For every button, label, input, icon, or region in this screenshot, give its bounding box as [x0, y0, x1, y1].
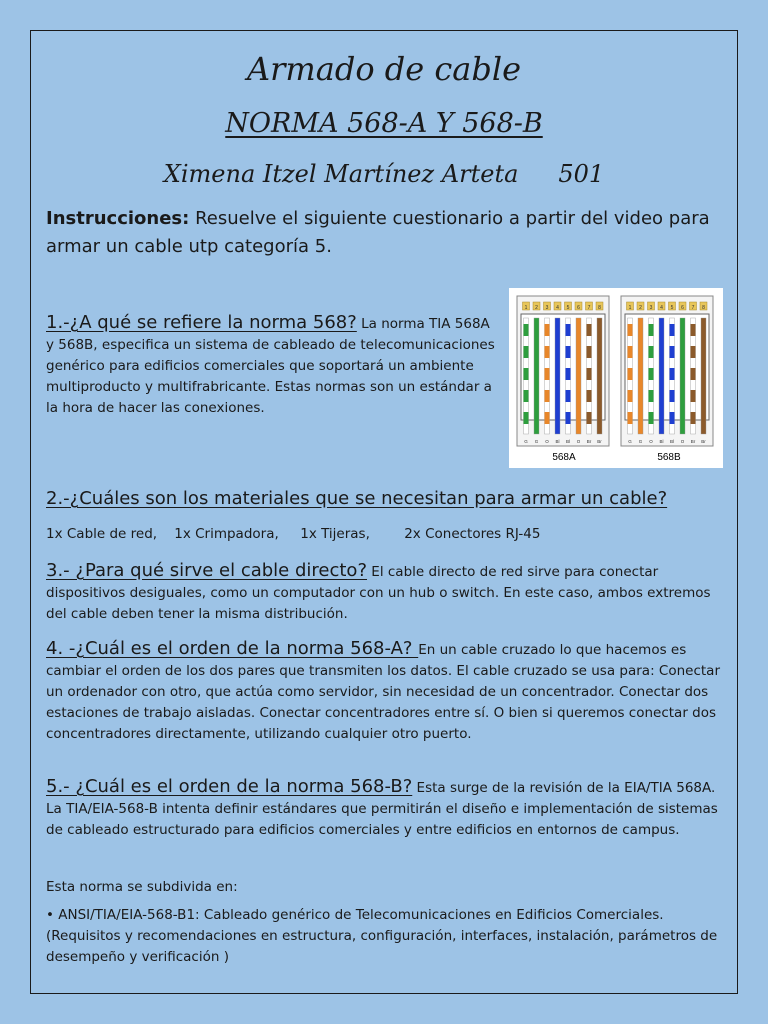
connector-568a-pin-number: 7	[587, 305, 591, 311]
connector-568b-wire-stripe	[649, 368, 654, 380]
connector-568b-pin-number: 8	[702, 305, 705, 311]
connector-568a-wire-stripe	[524, 390, 529, 402]
connector-568b-housing	[625, 314, 709, 420]
connector-568a-wire	[597, 318, 602, 434]
question-5-answer: Esta surge de la revisión de la EIA/TIA 568A. La TIA/EIA-568-B intenta definir estándares que permitirán el diseño e implementación de sistemas de cableado estructurado para edificios comerciales y entre edificios en entornos de campus.	[46, 780, 718, 838]
connector-568b-wire-stripe	[649, 390, 654, 402]
connector-568b-pin-number: 6	[681, 305, 684, 311]
connector-568b-wire-stripe	[691, 346, 696, 358]
question-5	[46, 776, 726, 841]
connector-568a-wire	[534, 318, 539, 434]
connector-568a-wire-label: G	[524, 439, 528, 444]
connector-568a-wire-stripe	[545, 346, 550, 358]
connector-568b-wire-label: Br	[690, 439, 696, 444]
connector-568a-wire-stripe	[524, 346, 529, 358]
question-2-title: 2.-¿Cuáles son los materiales que se necesitan para armar un cable?	[46, 488, 668, 509]
question-1-answer: La norma TIA 568A y 568B, especifica un sistema de cableado de telecomunicaciones genérico para edificios comerciales que soportará un ambiente multiproducto y multifrabricante. Estas normas son un estándar a la hora de hacer las conexiones.	[46, 316, 495, 416]
connector-568b-wire	[680, 318, 685, 434]
connector-568b-wire-stripe	[628, 324, 633, 336]
connector-568a-wire-stripe	[524, 368, 529, 380]
connector-568a-wire-stripe	[566, 390, 571, 402]
connector-568a-wire-label: G	[534, 439, 539, 444]
connector-568b-wire-label: G	[638, 439, 643, 444]
wiring-diagram-svg	[509, 288, 723, 468]
connector-568b-wire-stripe	[691, 324, 696, 336]
subdivision-intro: Esta norma se subdivida en:	[46, 879, 238, 895]
question-3-title: 3.- ¿Para qué sirve el cable directo?	[46, 560, 368, 581]
connector-568b-wire-stripe	[649, 324, 654, 336]
connector-568b-wire	[701, 318, 706, 434]
connector-568a-wire	[576, 318, 581, 434]
question-1-title: 1.-¿A qué se refiere la norma 568?	[46, 312, 357, 333]
connector-568a-wire-stripe	[545, 324, 550, 336]
connector-568a-wire-stripe	[587, 346, 592, 358]
connector-568b-wire-stripe	[649, 346, 654, 358]
instructions-label: Instrucciones:	[46, 208, 190, 229]
connector-568b-wire	[659, 318, 664, 434]
connector-568b-pin-number: 5	[670, 305, 674, 311]
connector-568a-pin-number: 4	[556, 305, 559, 311]
connector-568b-wire-label: G	[628, 439, 632, 444]
connector-568a	[517, 296, 609, 446]
connector-568b-wire-label: Br	[701, 439, 706, 444]
connector-568b-wire-stripe	[670, 324, 675, 336]
connector-568a-wire-label: Bl	[565, 439, 571, 444]
question-4-answer: En un cable cruzado lo que hacemos es cambiar el orden de los dos pares que transmiten los datos. El cable cruzado se usa para: Conectar un ordenador con otro, que actúa como servidor, sin necesidad de un concentrador. Conectar dos estaciones de trabajo aisladas. Conectar concentradores entre sí. O bien si queremos conectar dos concentradores directamente, utilizando cualquier otro puerto.	[46, 642, 720, 742]
document-subtitle: NORMA 568-A Y 568-B	[225, 108, 543, 139]
connector-568a-wire-stripe	[566, 368, 571, 380]
connector-568b-wire	[638, 318, 643, 434]
connector-568a-wire-stripe	[587, 324, 592, 336]
connector-568b-wire-stripe	[691, 368, 696, 380]
subdivision-item: • ANSI/TIA/EIA-568-B1: Cableado genérico de Telecomunicaciones en Edificios Comerciales. (Requisitos y recomendaciones en estructura, configuración, interfaces, instalación, parámetros de desempeño y verificación )	[46, 907, 718, 965]
connector-568a-wire-stripe	[587, 390, 592, 402]
question-3	[46, 560, 726, 625]
connector-568b-wire-stripe	[628, 390, 633, 402]
connector-568b-wire-stripe	[691, 390, 696, 402]
connector-568b-wire-label: O	[680, 439, 685, 444]
connector-568a-pin-number: 2	[535, 305, 538, 311]
connector-568a-wire-label: Br	[586, 439, 592, 444]
question-3-answer: El cable directo de red sirve para conectar dispositivos desiguales, como un computador con un hub o switch. En este caso, ambos extremos del cable deben tener la misma distribución.	[46, 564, 711, 622]
connector-568b-wire-stripe	[628, 346, 633, 358]
connector-568a-pin-number: 6	[577, 305, 580, 311]
connector-568b	[621, 296, 713, 446]
connector-568a-wire-stripe	[587, 368, 592, 380]
connector-568a-wire-stripe	[524, 412, 529, 424]
connector-568b-pin-number: 3	[649, 305, 653, 311]
connector-568a-housing	[521, 314, 605, 420]
question-1	[46, 312, 502, 419]
author-line	[0, 160, 768, 188]
connector-568a-wire-stripe	[566, 324, 571, 336]
connector-568b-pin-number: 7	[691, 305, 695, 311]
connector-568b-wire-label: Bl	[659, 439, 664, 444]
connector-568b-pin-number: 4	[660, 305, 663, 311]
connector-568b-wire-stripe	[670, 412, 675, 424]
connector-568b-wire-stripe	[670, 346, 675, 358]
connector-568a-wire-stripe	[545, 412, 550, 424]
connector-568b-wire-stripe	[628, 368, 633, 380]
author-name: Ximena Itzel Martínez Arteta	[163, 160, 519, 188]
connector-568b-wire-stripe	[670, 390, 675, 402]
connector-568b-wire-stripe	[628, 412, 633, 424]
connector-568a-pin-number: 5	[566, 305, 570, 311]
connector-568a-wire-stripe	[566, 346, 571, 358]
label-568b: 568B	[657, 452, 681, 463]
connector-568a-wire-stripe	[566, 412, 571, 424]
connector-568b-pin-number: 2	[639, 305, 642, 311]
connector-568a-wire-label: Bl	[555, 439, 560, 444]
materials-list: 1x Cable de red, 1x Crimpadora, 1x Tijeras, 2x Conectores RJ-45	[46, 526, 541, 542]
connector-568b-pin-number: 1	[628, 305, 632, 311]
connector-568a-wire-stripe	[524, 324, 529, 336]
connector-568a-pin-number: 8	[598, 305, 601, 311]
connector-568a-pin-number: 1	[524, 305, 528, 311]
connector-568a-wire-label: O	[545, 439, 549, 444]
instructions	[46, 205, 726, 261]
connector-568a-wire-stripe	[545, 368, 550, 380]
question-4	[46, 638, 726, 745]
connector-568b-wire-stripe	[670, 368, 675, 380]
connector-568a-wire-label: Br	[597, 439, 602, 444]
connector-568a-wire-label: O	[576, 439, 581, 444]
question-4-title: 4. -¿Cuál es el orden de la norma 568-A?	[46, 638, 419, 659]
instructions-text: Resuelve el siguiente cuestionario a partir del video para armar un cable utp categoría 5.	[46, 208, 710, 257]
connector-568b-wire-stripe	[649, 412, 654, 424]
label-568a: 568A	[552, 452, 576, 463]
connector-568a-wire-stripe	[545, 390, 550, 402]
connector-568b-wire-label: O	[649, 439, 653, 444]
question-5-title: 5.- ¿Cuál es el orden de la norma 568-B?	[46, 776, 413, 797]
connector-568a-pin-number: 3	[545, 305, 549, 311]
connector-568a-wire	[555, 318, 560, 434]
group-number: 501	[558, 160, 605, 188]
connector-568b-wire-stripe	[691, 412, 696, 424]
connector-568a-wire-stripe	[587, 412, 592, 424]
document-title: Armado de cable	[247, 50, 521, 88]
connector-568b-wire-label: Bl	[669, 439, 675, 444]
wiring-diagram	[509, 288, 723, 468]
